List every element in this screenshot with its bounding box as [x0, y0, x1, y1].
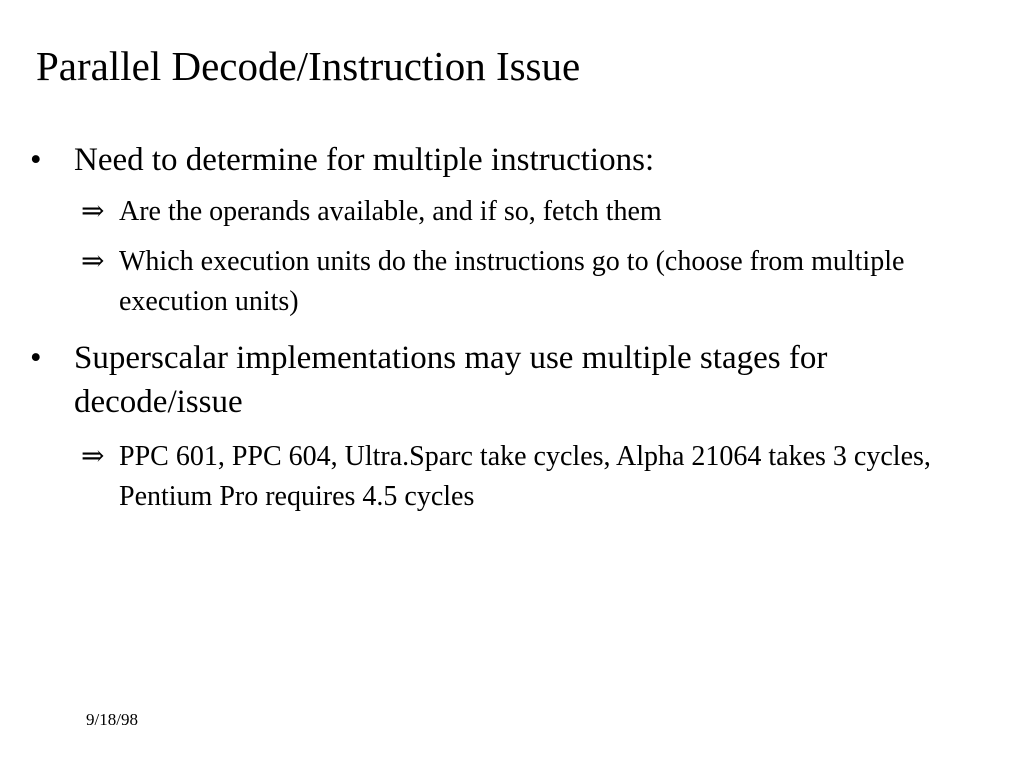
bullet-marker: • [30, 340, 42, 376]
bullet-text: Superscalar implementations may use multiple stages for decode/issue [74, 340, 828, 420]
implies-arrow-icon: ⇒ [81, 246, 105, 277]
sub-bullet-text: PPC 601, PPC 604, Ultra.Sparc take cycles, Alpha 21064 takes 3 cycles, Pentium Pro requires 4.5 cycles [119, 441, 931, 512]
implies-arrow-icon: ⇒ [81, 196, 105, 227]
sub-bullet-text: Which execution units do the instructions go to (choose from multiple execution units) [119, 246, 905, 317]
sub-bullet-item [81, 192, 939, 232]
sub-bullet-text: Are the operands available, and if so, fetch them [119, 196, 662, 227]
implies-arrow-icon: ⇒ [81, 441, 105, 472]
bullet-item [30, 336, 974, 424]
sub-bullet-item [81, 437, 939, 517]
bullet-text: Need to determine for multiple instructions: [74, 142, 655, 178]
slide-title: Parallel Decode/Instruction Issue [36, 43, 581, 89]
bullet-marker: • [30, 142, 42, 178]
bullet-item [30, 138, 974, 182]
sub-bullet-item [81, 242, 939, 322]
footer-date: 9/18/98 [86, 710, 138, 729]
